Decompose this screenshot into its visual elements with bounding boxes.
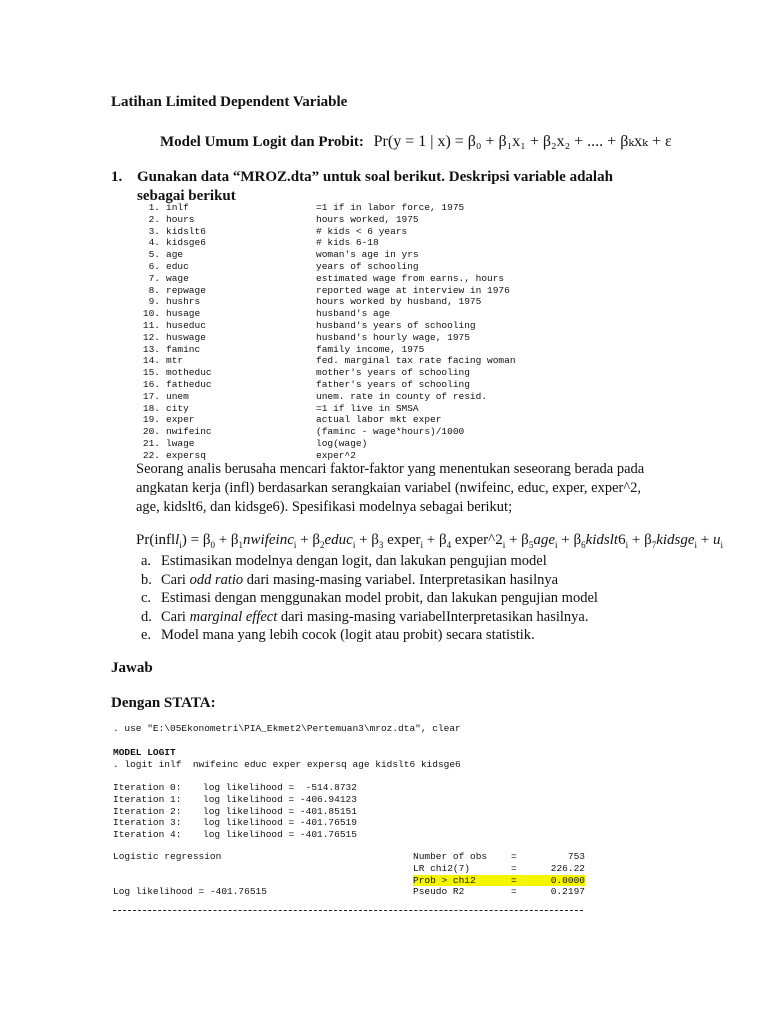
task-letter: c. [141,590,152,606]
task-text [161,608,589,627]
variable-name: age [166,249,184,261]
stat-equals: = [511,862,517,874]
variable-name: exper [166,414,195,426]
variable-name: lwage [166,437,195,449]
model-heading-line [160,131,672,151]
document-title: Latihan Limited Dependent Variable [111,94,348,110]
variable-description: unem. rate in county of resid. [316,390,488,402]
variable-description: mother's years of schooling [316,367,470,379]
task-text-post: dari masing-masing variabelInterpretasikan hasilnya. [277,608,589,625]
variable-description: =1 if live in SMSA [316,402,419,414]
task-text [161,589,598,608]
stat-value: 226.22 [550,862,585,874]
task-text [161,571,558,590]
iteration-label: Iteration 4: [113,829,182,841]
variable-name: mtr [166,355,184,367]
stat-label: Number of obs [413,851,488,862]
variable-description: # kids 6-18 [316,237,379,249]
variable-name: unem [166,390,189,402]
stat-value: 753 [567,851,585,862]
iteration-value: log likelihood = -401.76519 [203,817,357,829]
variable-name: huseduc [166,319,206,331]
stat-label: LR chi2(7) [413,862,471,874]
task-text-emphasis: odd ratio [189,571,244,588]
variable-number: 8. [148,284,160,296]
variable-description: =1 if in labor force, 1975 [316,202,465,213]
variable-number: 11. [142,319,160,331]
variable-number: 4. [148,237,160,249]
task-text-emphasis: marginal effect [189,608,278,625]
task-text [161,552,547,571]
variable-number: 12. [142,331,160,343]
variable-number: 18. [142,402,160,414]
variable-description: hours worked, 1975 [316,213,419,225]
variable-number: 17. [142,390,160,402]
variable-description: husband's hourly wage, 1975 [316,331,470,343]
task-text [161,626,535,645]
iteration-value: log likelihood = -401.85151 [203,805,357,817]
specification-equation: Pr(infll$_i$) = $\beta_0$ + $\beta_1nwifeinc_i$ + $\beta_2educ_i + \beta_3$ exper$_i$ + $\beta_4$ $exper\^{}2_i + \beta_5age_i$ + $\beta_6kidslt6_i$ + $\beta_7kidsge_i + u_i$ [136,532,724,550]
regression-summary [113,851,593,898]
variable-description: # kids < 6 years [316,225,408,237]
stat-value: 0.2197 [550,886,585,898]
task-text-post: dari masing-masing variabel. Interpretasikan hasilnya [243,571,559,588]
variable-number: 16. [142,378,160,390]
variable-name: hushrs [166,296,201,308]
task-letter: e. [141,627,152,643]
variable-number: 19. [142,414,160,426]
variable-description: husband's age [316,308,391,320]
question-1-text: Gunakan data “MROZ.dta” untuk soal berikut. Deskripsi variable adalah sebagai berikut [137,169,613,204]
variable-name: kidslt6 [166,225,206,237]
variable-number: 14. [142,355,160,367]
stat-label: Prob > chi2 [413,874,476,886]
variable-name: faminc [166,343,201,355]
task-text-pre: Cari [161,571,190,588]
task-letter: b. [141,571,152,588]
variable-name: hours [166,213,195,225]
task-text-pre: Estimasikan modelnya dengan logit, dan lakukan pengujian model [161,553,547,569]
variable-description: exper^2 [316,449,356,461]
variable-number: 2. [148,213,160,225]
stata-logit-command: . logit inlf nwifeinc educ exper expersq age kidslt6 kidsge6 [113,759,461,770]
variable-name: husage [166,308,201,320]
variable-description: reported wage at interview in 1976 [316,284,510,296]
variable-number: 21. [142,437,160,449]
iteration-label: Iteration 2: [113,805,182,817]
variable-name: educ [166,260,189,272]
stat-equals: = [511,851,517,862]
variable-description: hours worked by husband, 1975 [316,296,482,308]
variable-number: 15. [142,367,160,379]
variable-number: 7. [148,272,160,284]
iteration-value: log likelihood = -406.94123 [203,793,357,805]
task-letter: a. [141,553,152,569]
model-formula: Pr(y = 1 | x) = β₀ + β₁x₁ + β₂x₂ + .... + βₖxₖ + ε [373,133,672,150]
iteration-label: Iteration 1: [113,793,182,805]
stata-use-command: . use "E:\05Ekonometri\PIA_Ekmet2\Pertemuan3\mroz.dta", clear [113,723,461,734]
model-heading: Model Umum Logit dan Probit: [160,134,364,150]
variable-description: husband's years of schooling [316,319,476,331]
variable-number: 3. [148,225,160,237]
variable-number: 9. [148,296,160,308]
variable-number: 13. [142,343,160,355]
variable-name: fatheduc [166,378,212,390]
stat-equals: = [511,874,517,886]
variable-description: (faminc - wage*hours)/1000 [316,426,465,438]
stat-value: 0.0000 [550,874,585,886]
iteration-label: Iteration 3: [113,817,182,829]
variable-description: father's years of schooling [316,378,470,390]
variable-name: wage [166,272,189,284]
model-logit-label: MODEL LOGIT [113,747,176,758]
variable-name: motheduc [166,367,212,379]
regression-stat-row [413,863,585,875]
iteration-value: log likelihood = -514.8732 [203,782,357,793]
task-text-pre: Cari [161,608,190,625]
variable-name: city [166,402,189,414]
variable-description: log(wage) [316,437,368,449]
task-text-pre: Model mana yang lebih cocok (logit atau probit) secara statistik. [161,627,535,643]
variable-description: fed. marginal tax rate facing woman [316,355,516,367]
log-likelihood: Log likelihood = -401.76515 [113,886,267,898]
variable-description: actual labor mkt exper [316,414,442,426]
variable-number: 20. [142,426,160,438]
dashed-separator [113,910,583,911]
variable-number: 6. [148,260,160,272]
regression-stat-row [413,886,585,898]
iteration-label: Iteration 0: [113,782,182,793]
regression-stat-row [413,851,585,863]
question-1-number: 1. [111,169,123,185]
stata-heading: Dengan STATA: [111,695,216,711]
variable-name: expersq [166,449,206,461]
variable-name: inlf [166,202,189,213]
variable-number: 1. [148,202,160,213]
description-paragraph: Seorang analis berusaha mencari faktor-faktor yang menentukan seseorang berada pada angkatan kerja (infl) berdasarkan serangkaian variabel (nwifeinc, educ, exper, exper^2, age, kidslt6, dan kidsge6). Spesifikasi modelnya sebagai berikut; [136,461,645,515]
variable-name: repwage [166,284,206,296]
variable-name: huswage [166,331,206,343]
variable-name: nwifeinc [166,426,212,438]
stat-equals: = [511,886,517,898]
task-text-pre: Estimasi dengan menggunakan model probit, dan lakukan pengujian model [161,590,598,606]
variable-number: 10. [142,308,160,320]
regression-heading: Logistic regression [113,851,222,862]
stat-label: Pseudo R2 [413,886,465,898]
variable-description: estimated wage from earns., hours [316,272,505,284]
task-letter: d. [141,608,152,625]
variable-description: years of schooling [316,260,419,272]
variable-description: family income, 1975 [316,343,425,355]
variable-number: 5. [148,249,160,261]
variable-description: woman's age in yrs [316,249,419,261]
variable-name: kidsge6 [166,237,206,249]
variable-number: 22. [142,449,160,461]
iteration-value: log likelihood = -401.76515 [203,829,357,841]
regression-stat-row [413,875,585,887]
answer-heading: Jawab [111,660,153,676]
